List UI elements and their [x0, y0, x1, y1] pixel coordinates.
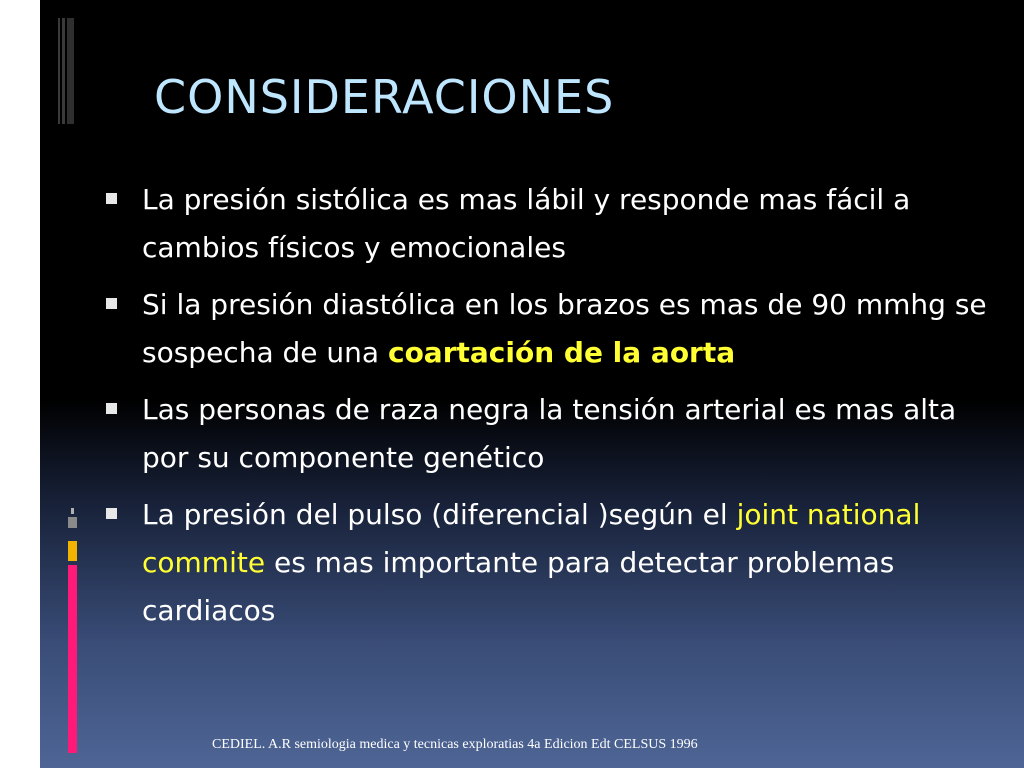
square-bullet-icon	[106, 403, 117, 414]
bullet-item	[106, 386, 1006, 482]
bullet-item	[106, 176, 1006, 272]
square-bullet-icon	[106, 298, 117, 309]
bullet-text: Las personas de raza negra la tensión arterial es mas alta por su componente genético	[142, 393, 957, 474]
bullet-item	[106, 491, 1006, 635]
decorative-bar	[68, 541, 77, 561]
bullet-text: es mas importante para detectar problemas cardiacos	[142, 546, 895, 627]
decorative-bar	[71, 508, 74, 514]
left-margin-strip	[0, 0, 40, 768]
decorative-bar	[67, 18, 74, 124]
bullet-list	[106, 176, 1006, 644]
decorative-bar	[68, 565, 77, 753]
slide-title: CONSIDERACIONES	[154, 70, 615, 124]
square-bullet-icon	[106, 193, 117, 204]
bullet-item	[106, 281, 1006, 377]
decorative-bar	[62, 18, 65, 124]
decorative-bar	[68, 517, 77, 528]
bullet-highlight: joint national commite	[142, 498, 921, 579]
bullet-text: La presión del pulso (diferencial )según el	[142, 498, 737, 531]
bullet-text: Si la presión diastólica en los brazos es mas de 90 mmhg se sospecha de una	[142, 288, 987, 369]
square-bullet-icon	[106, 508, 117, 519]
bullet-highlight: coartación de la aorta	[387, 336, 736, 369]
decorative-bar	[58, 18, 60, 124]
citation: CEDIEL. A.R semiologia medica y tecnicas exploratias 4a Edicion Edt CELSUS 1996	[212, 737, 698, 752]
bullet-text: La presión sistólica es mas lábil y responde mas fácil a cambios físicos y emocionales	[142, 183, 911, 264]
slide	[40, 0, 1024, 768]
